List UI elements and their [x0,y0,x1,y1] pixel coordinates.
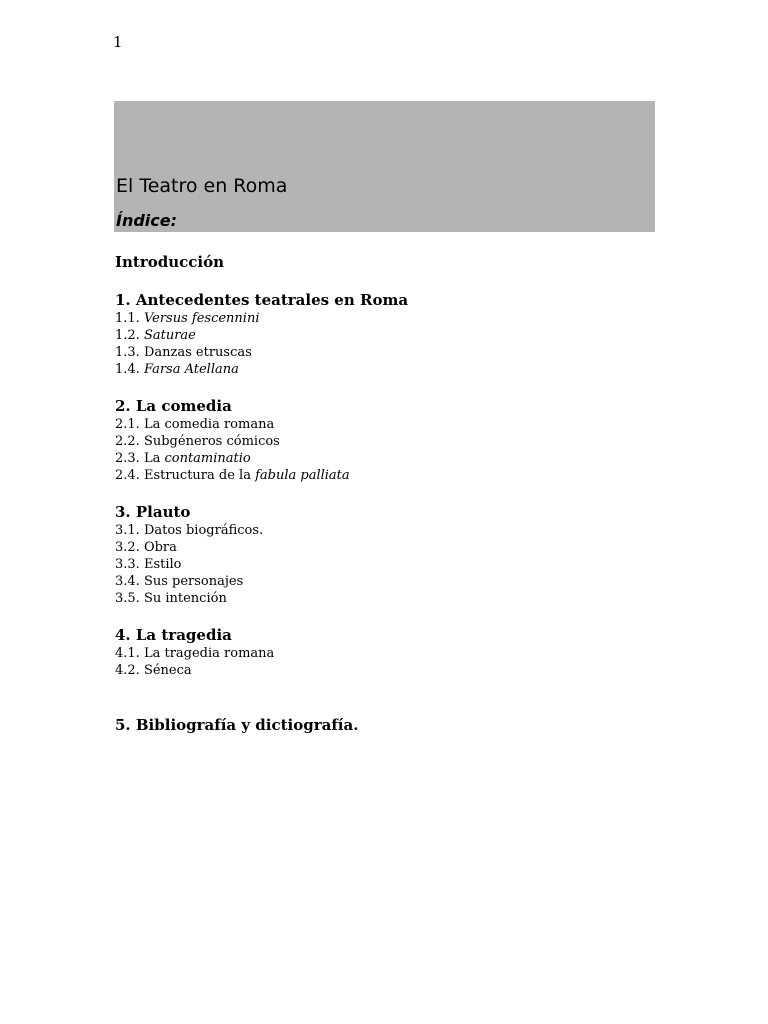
toc-section-heading: 2. La comedia [115,397,232,415]
document-title: El Teatro en Roma [116,175,288,197]
toc-entry: 3.1. Datos biográficos. [115,523,264,538]
toc-entry: 4.1. La tragedia romana [115,646,275,661]
toc-entry: 2.4. Estructura de la fabula palliata [115,468,350,483]
toc-entry: 1.1. Versus fescennini [115,311,260,326]
toc-bibliography: 5. Bibliografía y dictiografía. [115,716,359,734]
toc-entry: 3.4. Sus personajes [115,574,244,589]
page-number: 1 [113,33,123,51]
toc-intro: Introducción [115,253,225,271]
toc-entry: 1.3. Danzas etruscas [115,345,252,360]
title-banner [114,101,655,232]
toc-entry: 2.3. La contaminatio [115,451,251,466]
toc-section-heading: 1. Antecedentes teatrales en Roma [115,291,409,309]
toc-entry: 2.2. Subgéneros cómicos [115,434,280,449]
toc-entry: 3.5. Su intención [115,591,227,606]
table-of-contents [115,252,675,735]
toc-entry: 3.2. Obra [115,540,177,555]
toc-section-heading: 3. Plauto [115,503,191,521]
toc-entry: 4.2. Séneca [115,663,192,678]
toc-entry: 1.2. Saturae [115,328,196,343]
toc-entry: 1.4. Farsa Atellana [115,362,239,377]
toc-section-heading: 4. La tragedia [115,626,232,644]
toc-entry: 3.3. Estilo [115,557,182,572]
toc-entry: 2.1. La comedia romana [115,417,275,432]
index-label: Índice: [116,211,178,230]
